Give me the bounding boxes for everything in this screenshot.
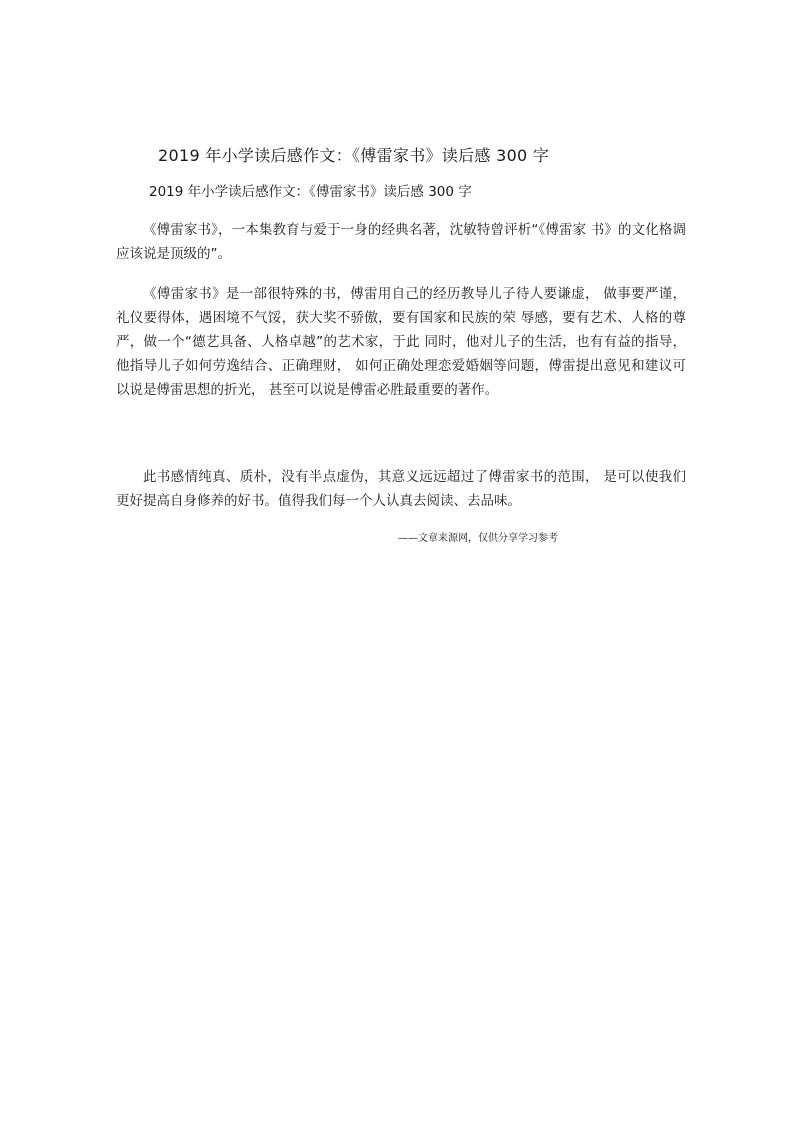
document-title: 2019 年小学读后感作文：《傅雷家书》读后感 300 字	[158, 146, 550, 165]
source-note: ——文章来源网，仅供分享学习参考	[398, 533, 558, 544]
paragraph-1: 《傅雷家书》，一本集教育与爱于一身的经典名著，沈敏特曾评析“《傅雷家 书》的文化格调应该说是顶级的”。	[116, 222, 686, 262]
paragraph-3: 此书感情纯真、质朴，没有半点虚伪，其意义远远超过了傅雷家书的范围， 是可以使我们更好提高自身修养的好书。值得我们每一个人认真去阅读、去品味。	[116, 469, 686, 509]
document-subtitle: 2019 年小学读后感作文：《傅雷家书》读后感 300 字	[149, 184, 472, 200]
paragraph-2: 《傅雷家书》是一部很特殊的书，傅雷用自己的经历教导儿子待人要谦虚， 做事要严谨，礼仪要得体，遇困境不气馁，获大奖不骄傲，要有国家和民族的荣 辱感，要有艺术、人格的尊严，做一个“德艺具备、人格卓越”的艺术家，于此 同时，他对儿子的生活，也有有益的指导，他指导儿子如何劳逸结合、正确理财， 如何正确处理恋爱婚姻等问题，傅雷提出意见和建议可以说是傅雷思想的折光， 甚至可以说是傅雷必胜最重要的著作。	[116, 286, 686, 398]
